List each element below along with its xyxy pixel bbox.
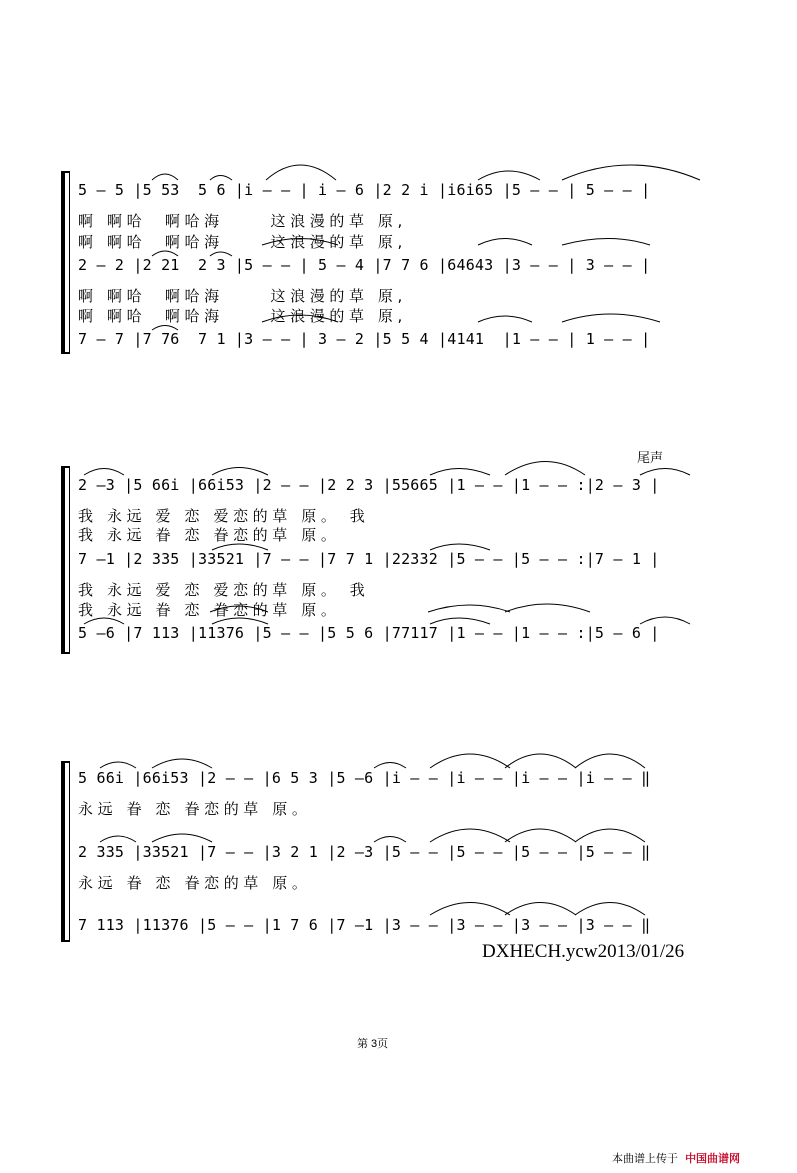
site-logo-icon[interactable] [685,1153,740,1165]
lyric-line: 我 永远 眷 恋 眷恋的草 原。 [78,601,341,619]
system-barline [69,763,70,941]
bass-notes: 7 – 7 |7 76 7 1 |3 – – | 3 – 2 |5 5 4 |4141 |1 – – | 1 – – | [78,330,651,348]
system-barline [69,173,70,353]
lyric-line: 我 永远 爱 恋 爱恋的草 原。 我 [78,507,370,525]
bass-notes: 5 –6 |7 113 |11376 |5 – – |5 5 6 |77117 |1 – – |1 – – :|5 – 6 | [78,624,660,642]
coda-label: 尾声 [637,450,664,465]
alto-notes: 7 –1 |2 335 |33521 |7 – – |7 7 1 |22332 |5 – – |5 – – :|7 – 1 | [78,550,660,568]
lyric-line: 啊 啊哈 啊哈海 这浪漫的草 原, [78,307,407,325]
soprano-notes: 2 –3 |5 66i |66i53 |2 – – |2 2 3 |55665 |1 – – |1 – – :|2 – 3 | [78,476,660,494]
system-bracket [61,468,65,653]
system-barline [69,468,70,653]
bass-notes: 7 113 |11376 |5 – – |1 7 6 |7 –1 |3 – – |3 – – |3 – – |3 – – ‖ [78,916,651,934]
lyric-line: 永远 眷 恋 眷恋的草 原。 [78,800,312,818]
soprano-notes: 5 – 5 |5 53 5 6 |i – – | i – 6 |2 2 i |i6i65 |5 – – | 5 – – | [78,181,651,199]
page-number: 第 3页 [357,1038,389,1050]
lyric-line: 我 永远 眷 恋 眷恋的草 原。 [78,526,341,544]
lyric-line: 啊 啊哈 啊哈海 这浪漫的草 原, [78,212,407,230]
alto-notes: 2 – 2 |2 21 2 3 |5 – – | 5 – 4 |7 7 6 |64643 |3 – – | 3 – – | [78,256,651,274]
alto-notes: 2 335 |33521 |7 – – |3 2 1 |2 –3 |5 – – |5 – – |5 – – |5 – – ‖ [78,843,651,861]
system-bracket [61,173,65,353]
lyric-line: 我 永远 爱 恋 爱恋的草 原。 我 [78,581,370,599]
soprano-notes: 5 66i |66i53 |2 – – |6 5 3 |5 –6 |i – – |i – – |i – – |i – – ‖ [78,769,651,787]
lyric-line: 永远 眷 恋 眷恋的草 原。 [78,874,312,892]
system-bracket [61,763,65,941]
logo-text: 中国曲谱网 [685,1153,741,1165]
arranger-credit: DXHECH.ycw2013/01/26 [482,941,685,962]
lyric-line: 啊 啊哈 啊哈海 这浪漫的草 原, [78,287,407,305]
footer-text: 本曲谱上传于 [612,1153,678,1165]
site-footer [612,1150,740,1166]
lyric-line: 啊 啊哈 啊哈海 这浪漫的草 原, [78,233,407,251]
